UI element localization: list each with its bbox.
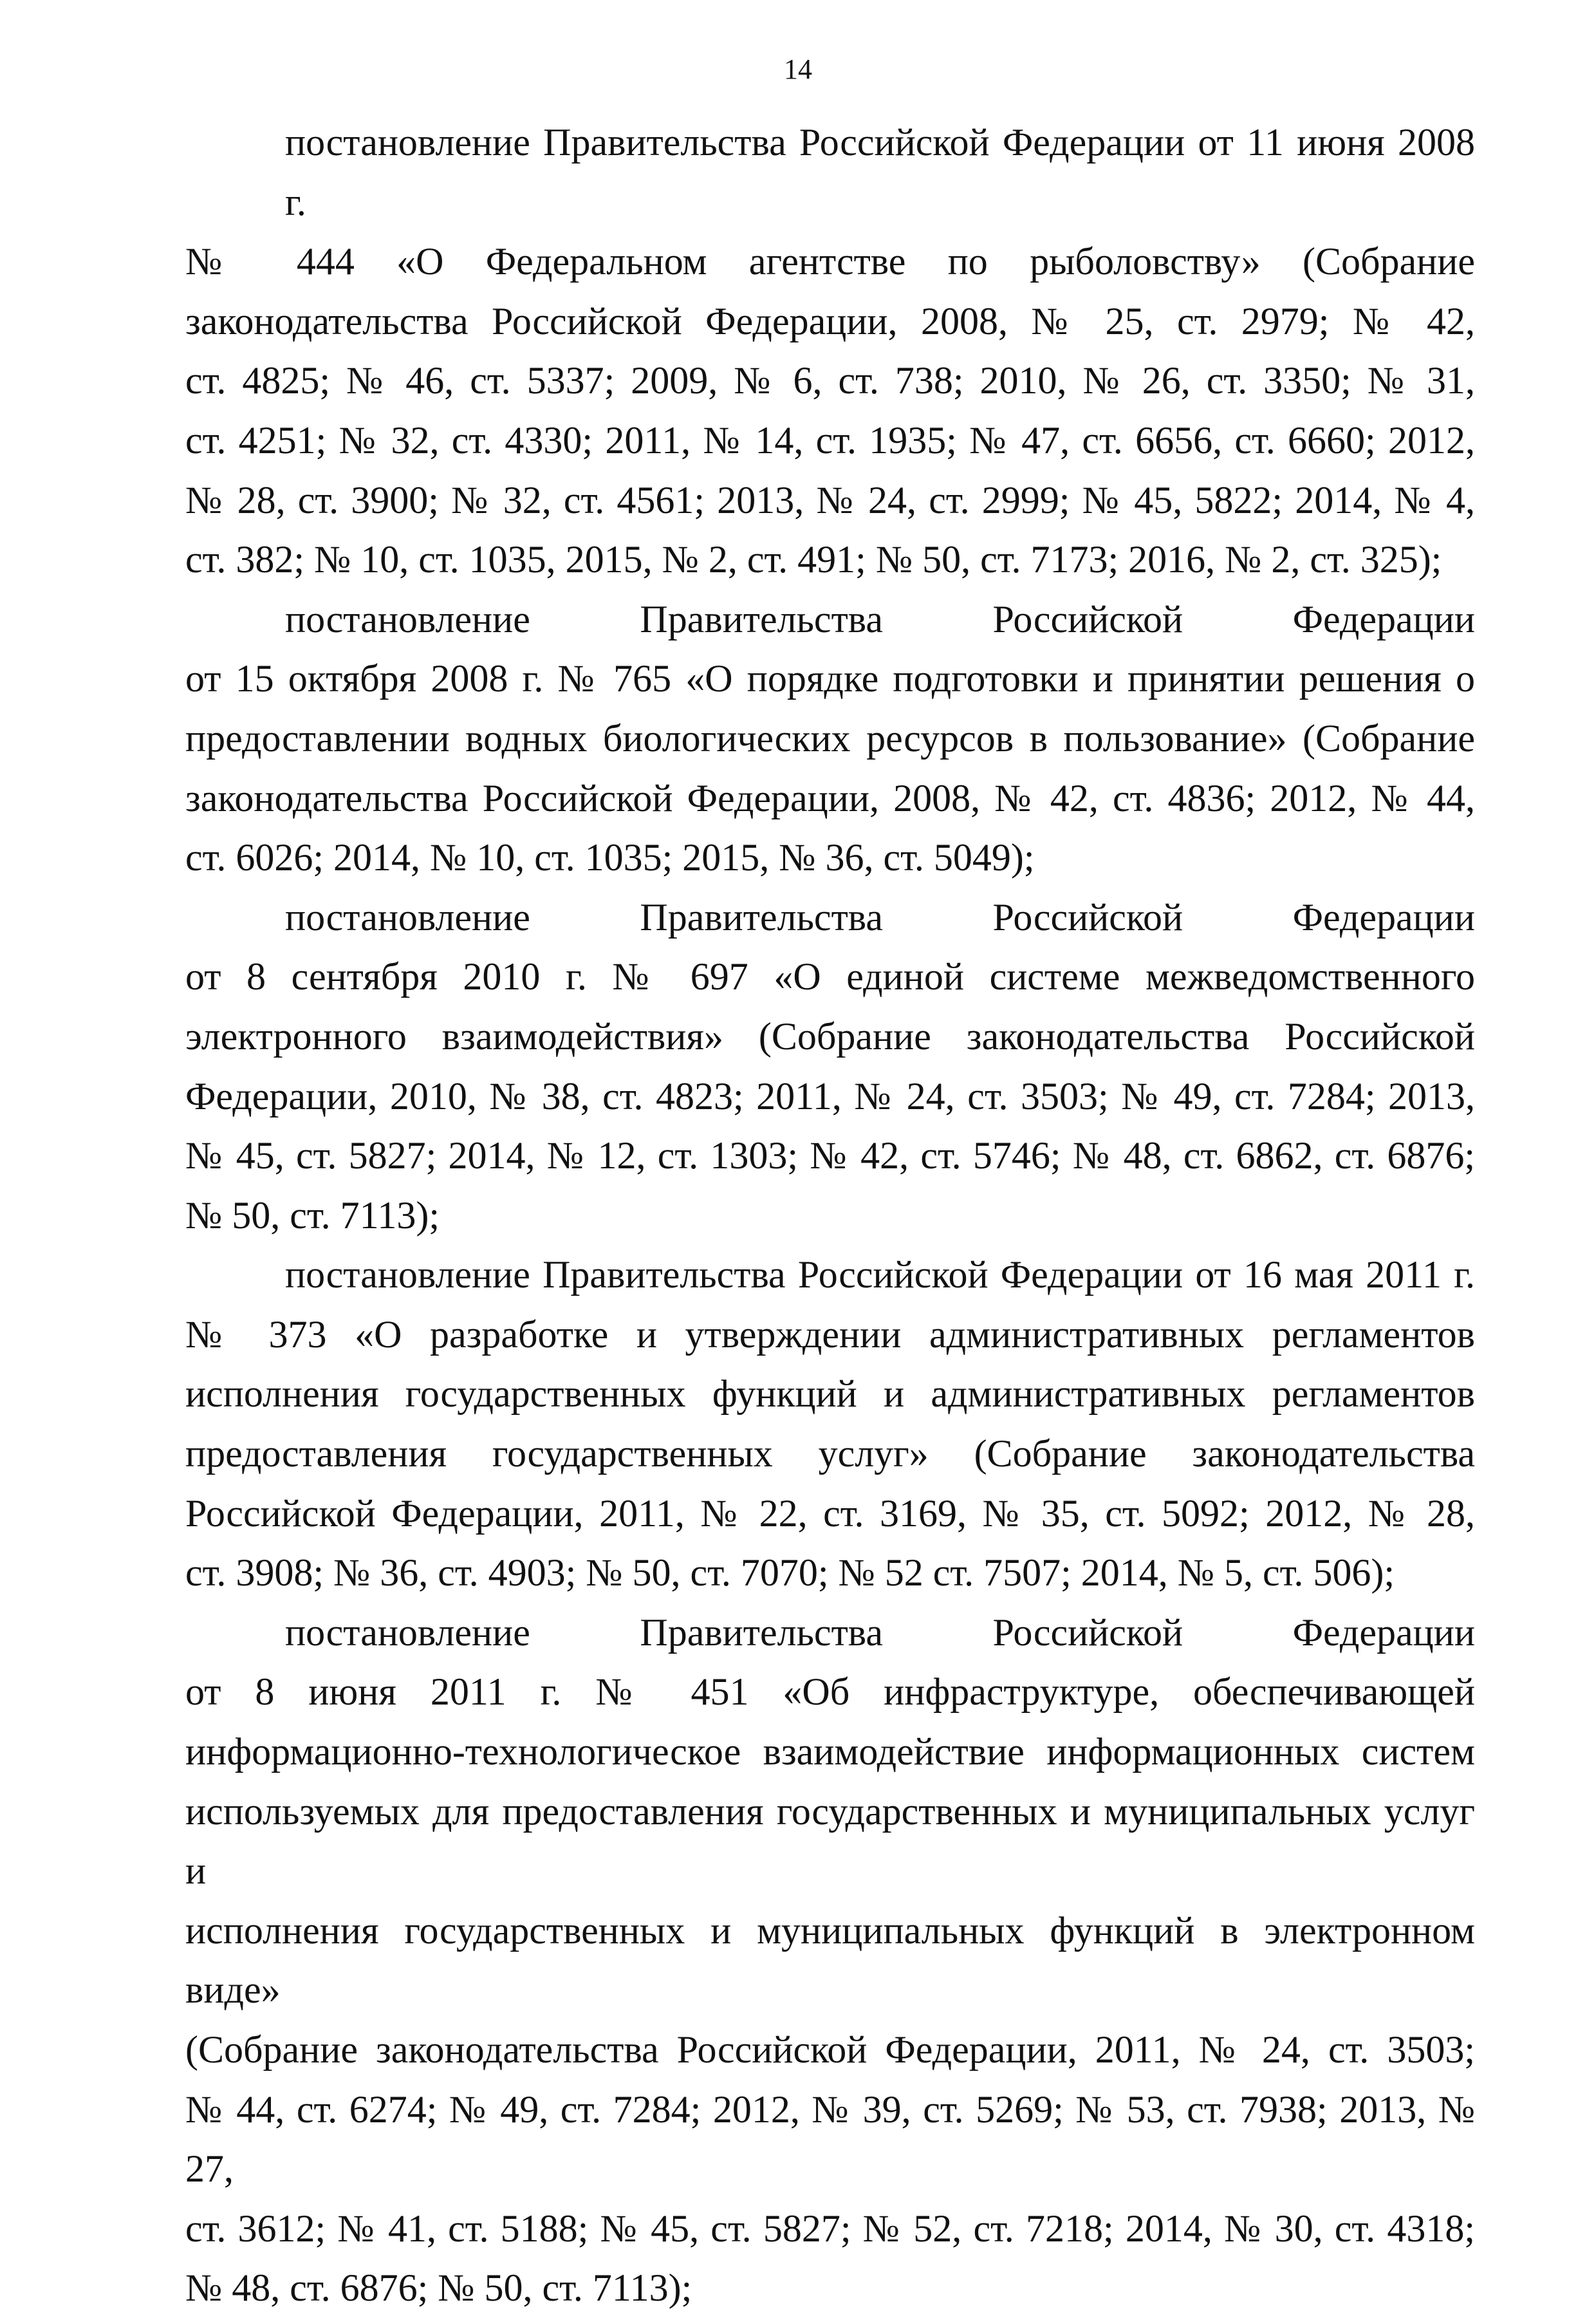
paragraph-line: используемых для предоставления государственных и муниципальных услуг и <box>185 1790 1475 1893</box>
paragraph-line: ст. 3612; № 41, ст. 5188; № 45, ст. 5827; № 52, ст. 7218; 2014, № 30, ст. 4318; <box>185 2207 1475 2250</box>
paragraph-line: исполнения государственных функций и административных регламентов <box>185 1372 1475 1416</box>
paragraph-fisheries-agency <box>185 113 1475 590</box>
paragraph-line: предоставлении водных биологических ресурсов в пользование» (Собрание <box>185 716 1475 760</box>
paragraph-line: ст. 4251; № 32, ст. 4330; 2011, № 14, ст. 1935; № 47, ст. 6656, ст. 6660; 2012, <box>185 418 1475 462</box>
paragraph-line: постановление Правительства Российской Федерации от 11 июня 2008 г. <box>285 121 1475 223</box>
paragraph-line: постановление Правительства Российской Федерации от 16 мая 2011 г. <box>285 1253 1475 1296</box>
paragraph-administrative-regulations <box>185 1245 1475 1603</box>
paragraph-line: постановление Правительства Российской Федерации <box>285 1611 1475 1654</box>
paragraph-line: информационно-технологическое взаимодействие информационных систем <box>185 1730 1475 1773</box>
paragraph-line: законодательства Российской Федерации, 2008, № 42, ст. 4836; 2012, № 44, <box>185 776 1475 819</box>
paragraph-line: от 15 октября 2008 г. № 765 «О порядке подготовки и принятии решения о <box>185 657 1475 700</box>
paragraph-line: электронного взаимодействия» (Собрание законодательства Российской <box>185 1014 1475 1058</box>
paragraph-line: Российской Федерации, 2011, № 22, ст. 3169, № 35, ст. 5092; 2012, № 28, <box>185 1491 1475 1535</box>
paragraph-line: Федерации, 2010, № 38, ст. 4823; 2011, № 24, ст. 3503; № 49, ст. 7284; 2013, <box>185 1074 1475 1117</box>
paragraph-line: исполнения государственных и муниципальных функций в электронном виде» <box>185 1909 1475 2012</box>
page-number: 14 <box>784 53 812 85</box>
paragraph-line: предоставления государственных услуг» (Собрание законодательства <box>185 1432 1475 1475</box>
paragraph-line: № 45, ст. 5827; 2014, № 12, ст. 1303; № 42, ст. 5746; № 48, ст. 6862, ст. 6876; <box>185 1134 1475 1177</box>
paragraph-line: постановление Правительства Российской Федерации <box>285 597 1475 640</box>
paragraph-line: № 48, ст. 6876; № 50, ст. 7113); <box>185 2267 692 2310</box>
paragraph-line: от 8 сентября 2010 г. № 697 «О единой системе межведомственного <box>185 955 1475 998</box>
paragraph-line: постановление Правительства Российской Федерации <box>285 895 1475 939</box>
paragraph-line: № 373 «О разработке и утверждении административных регламентов <box>185 1313 1475 1356</box>
paragraph-line: ст. 4825; № 46, ст. 5337; 2009, № 6, ст. 738; 2010, № 26, ст. 3350; № 31, <box>185 359 1475 402</box>
paragraph-line: ст. 382; № 10, ст. 1035, 2015, № 2, ст. 491; № 50, ст. 7173; 2016, № 2, ст. 325); <box>185 538 1442 581</box>
paragraph-line: законодательства Российской Федерации, 2008, № 25, ст. 2979; № 42, <box>185 299 1475 342</box>
paragraph-line: № 444 «О Федеральном агентстве по рыболовству» (Собрание <box>185 240 1475 283</box>
paragraph-line: № 50, ст. 7113); <box>185 1193 440 1237</box>
document-body <box>185 113 1475 2318</box>
paragraph-interagency-interaction <box>185 888 1475 1246</box>
paragraph-line: ст. 3908; № 36, ст. 4903; № 50, ст. 7070; № 52 ст. 7507; 2014, № 5, ст. 506); <box>185 1551 1395 1594</box>
paragraph-line: № 28, ст. 3900; № 32, ст. 4561; 2013, № 24, ст. 2999; № 45, 5822; 2014, № 4, <box>185 478 1475 521</box>
paragraph-line: № 44, ст. 6274; № 49, ст. 7284; 2012, № 39, ст. 5269; № 53, ст. 7938; 2013, № 27, <box>185 2088 1475 2191</box>
paragraph-line: от 8 июня 2011 г. № 451 «Об инфраструктуре, обеспечивающей <box>185 1670 1475 1714</box>
paragraph-line: ст. 6026; 2014, № 10, ст. 1035; 2015, № 36, ст. 5049); <box>185 836 1035 879</box>
paragraph-water-biological-resources <box>185 590 1475 888</box>
paragraph-line: (Собрание законодательства Российской Федерации, 2011, № 24, ст. 3503; <box>185 2028 1475 2071</box>
paragraph-infrastructure <box>185 1603 1475 2318</box>
